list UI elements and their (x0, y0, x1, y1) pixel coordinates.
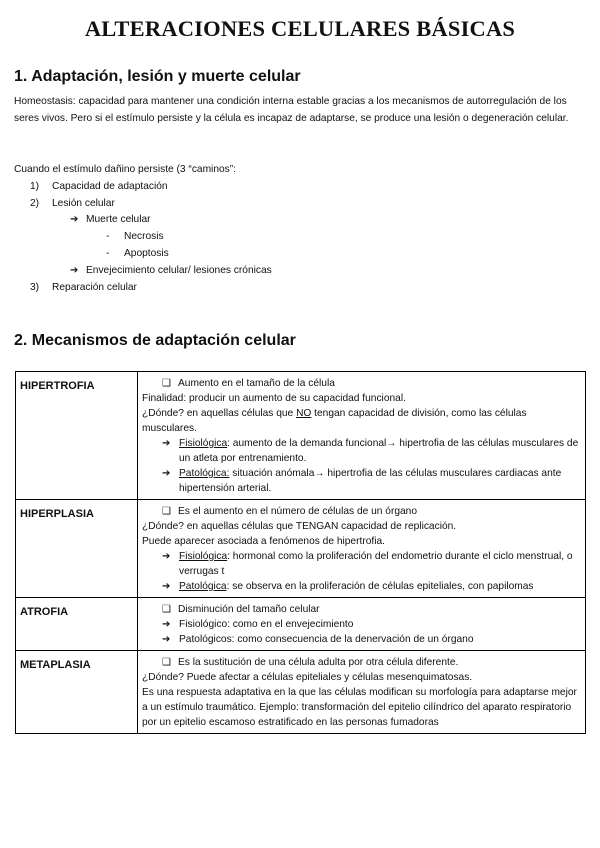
section2-heading: 2. Mecanismos de adaptación celular (14, 332, 296, 349)
table-row (16, 372, 586, 500)
row-content: ❑ Es el aumento en el número de células de un órgano ¿Dónde? en aquellas células que TENGAN capacidad de replicación. Puede aparecer asociada a fenómenos de hipertrofia. ➔ Fisiológica: hormonal como la proliferación del endometrio durante el ciclo menstrual, o verrugas t ➔ Patológica: se observa en la proliferación de células epiteliales, con papilomas (138, 500, 586, 598)
list-item: 3) Reparación celular (30, 281, 137, 293)
checkbox-icon: ❑ (162, 657, 171, 668)
caminos-list (14, 162, 574, 296)
adaptation-table (15, 371, 586, 734)
list-item: - Apoptosis (106, 247, 169, 259)
list-item: ➔ Muerte celular (14, 212, 574, 229)
checkbox-icon: ❑ (162, 604, 171, 615)
list-item: 2) Lesión celular (30, 197, 115, 209)
row-label: METAPLASIA (16, 651, 138, 734)
list-intro: Cuando el estímulo dañino persiste (3 “caminos”: (14, 164, 236, 175)
row-label: ATROFIA (16, 598, 138, 651)
list-item: 1) Capacidad de adaptación (30, 180, 168, 192)
table-row (16, 651, 586, 734)
row-content: ❑ Disminución del tamaño celular ➔ Fisiológico: como en el envejecimiento ➔ Patológicos: como consecuencia de la denervación de un órgano (138, 598, 586, 651)
list-item: - Necrosis (106, 231, 164, 243)
arrow-icon: ➔ (162, 581, 171, 592)
list-item: ➔ Envejecimiento celular/ lesiones crónicas (14, 263, 574, 280)
page-title: ALTERACIONES CELULARES BÁSICAS (84, 16, 516, 41)
row-content: ❑ Es la sustitución de una célula adulta por otra célula diferente. ¿Dónde? Puede afectar a células epiteliales y células mesenquimatosas. Es una respuesta adaptativa en la que las células modifican su morfología para adaptarse mejor a un estímulo traumático. Ejemplo: transformación del epitelio cilíndrico del aparato respiratorio por un epitelio escamoso estratificado en las personas fumadoras (138, 651, 586, 734)
row-label: HIPERPLASIA (16, 500, 138, 598)
section1-heading: 1. Adaptación, lesión y muerte celular (14, 68, 301, 85)
row-label: HIPERTROFIA (16, 372, 138, 500)
arrow-icon: ➔ (162, 438, 171, 449)
arrow-icon: ➔ (70, 264, 79, 276)
arrow-icon: ➔ (70, 214, 79, 226)
homeostasis-paragraph: Homeostasis: capacidad para mantener una condición interna estable gracias a los mecanismos de autorregulación de los seres vivos. Pero si el estímulo persiste y la célula es incapaz de adaptarse, se produce una lesión o degeneración celular. (14, 96, 569, 124)
checkbox-icon: ❑ (162, 506, 171, 517)
table-row (16, 598, 586, 651)
checkbox-icon: ❑ (162, 378, 171, 389)
arrow-icon: ➔ (162, 634, 171, 645)
arrow-icon: ➔ (162, 468, 171, 479)
arrow-icon: ➔ (162, 551, 171, 562)
arrow-icon: ➔ (162, 619, 171, 630)
table-row (16, 500, 586, 598)
row-content: ❑ Aumento en el tamaño de la célula Finalidad: producir un aumento de su capacidad funcional. ¿Dónde? en aquellas células que NO tengan capacidad de división, como las células musculares. ➔ Fisiológica: aumento de la demanda funcional→ hipertrofia de las células musculares de un atleta por entrenamiento. ➔ Patológica: situación anómala→ hipertrofia de las células musculares cardiacas ante hipertensión arterial. (138, 372, 586, 500)
